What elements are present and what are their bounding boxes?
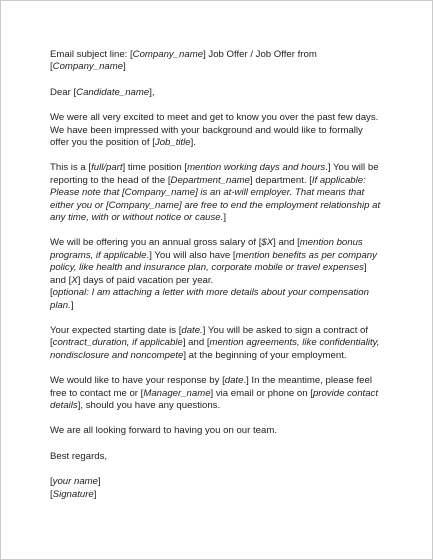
text-segment: We will be offering you an annual gross salary of [ — [50, 237, 262, 249]
text-line — [50, 262, 395, 274]
signature-block — [50, 476, 395, 501]
placeholder-text: Please note that [Company_name] is an at-will employer. That means that — [50, 187, 365, 199]
text-segment: reporting to the head of the [ — [50, 174, 171, 186]
text-segment: ] You will be asked to sign a contract of — [202, 324, 369, 336]
text-segment: We would like to have your response by [ — [50, 375, 225, 387]
start-date-paragraph — [50, 325, 395, 362]
text-segment: .] You will also have [ — [146, 249, 236, 261]
text-segment: ] — [70, 299, 74, 311]
text-line — [50, 489, 395, 501]
text-segment: free to contact me or [ — [50, 387, 144, 399]
regards-line — [50, 451, 395, 463]
placeholder-text: your name — [52, 476, 98, 488]
text-line — [50, 125, 395, 137]
text-segment: ] — [363, 262, 367, 274]
text-segment: offer you the position of [ — [50, 137, 155, 149]
text-line — [50, 388, 395, 400]
placeholder-text: mention working days and hours — [187, 162, 326, 174]
text-segment: ] — [123, 61, 126, 73]
text-segment: ] at the beginning of your employment. — [183, 349, 347, 361]
placeholder-text: full/part — [91, 162, 123, 174]
text-segment: .] You will be — [325, 162, 379, 174]
placeholder-text: X — [71, 274, 78, 286]
text-segment: ] and [ — [182, 337, 210, 349]
placeholder-text: provide contact — [312, 387, 378, 399]
placeholder-text: either you or [Company_name] are free to end the employment relationship at — [50, 199, 381, 211]
text-segment: ] — [98, 476, 101, 488]
placeholder-text: optional: I am attaching a letter with more details about your compensation — [52, 287, 369, 299]
text-segment: ] days of paid vacation per year. — [77, 274, 214, 286]
text-line — [50, 451, 395, 463]
placeholder-text: Manager_name — [143, 387, 211, 399]
text-line — [50, 476, 395, 488]
placeholder-text: date. — [181, 324, 203, 336]
text-segment: Best regards, — [50, 450, 108, 462]
text-line — [50, 49, 395, 61]
placeholder-text: any time, with or without notice or cause. — [50, 212, 224, 224]
closing-paragraph — [50, 425, 395, 437]
placeholder-text: Signature — [52, 488, 94, 500]
text-line — [50, 200, 395, 212]
text-segment: Your expected starting date is [ — [50, 324, 182, 336]
text-line — [50, 212, 395, 224]
placeholder-text: plan. — [50, 299, 71, 311]
placeholder-text: contract_duration, if applicable — [52, 337, 183, 349]
placeholder-text: mention agreements, like confidentiality, — [209, 337, 380, 349]
text-segment: ] department. [ — [250, 174, 312, 186]
text-segment: ]. — [190, 137, 196, 149]
text-line — [50, 325, 395, 337]
placeholder-text: Job_title — [154, 137, 191, 149]
text-line — [50, 137, 395, 149]
text-line — [50, 250, 395, 262]
text-segment: [ — [50, 476, 53, 488]
text-segment: We have been impressed with your background and would like to formally — [50, 124, 363, 136]
letter-body — [50, 49, 395, 501]
placeholder-text: Candidate_name — [76, 86, 150, 98]
text-line — [50, 162, 395, 174]
placeholder-text: details — [50, 399, 78, 411]
placeholder-text: nondisclosure and noncompete — [50, 349, 184, 361]
text-segment: Email subject line: [ — [50, 49, 133, 60]
text-segment: ], should you have any questions. — [77, 399, 221, 411]
text-segment: This is a [ — [50, 162, 92, 174]
text-line — [50, 275, 395, 287]
text-segment: ] — [93, 488, 97, 500]
text-segment: Dear [ — [50, 86, 77, 98]
text-segment: ] via email or phone on [ — [210, 387, 313, 399]
text-segment: [ — [50, 337, 53, 349]
salary-paragraph — [50, 237, 395, 311]
text-segment: We were all very excited to meet and get to know you over the past few days. — [50, 112, 379, 124]
text-segment: and [ — [50, 274, 72, 286]
placeholder-text: date — [224, 375, 244, 387]
text-segment: .] In the meantime, please feel — [243, 375, 372, 387]
text-line — [50, 187, 395, 199]
intro-paragraph — [50, 112, 395, 149]
text-segment: [ — [50, 488, 53, 500]
text-line — [50, 300, 395, 312]
placeholder-text: Company_name — [52, 61, 124, 73]
text-line — [50, 237, 395, 249]
text-line — [50, 287, 395, 299]
subject-line — [50, 49, 395, 74]
text-segment: [ — [50, 287, 53, 299]
placeholder-text: If applicable: — [311, 174, 366, 186]
text-line — [50, 350, 395, 362]
placeholder-text: Department_name — [170, 174, 251, 186]
text-line — [50, 337, 395, 349]
text-segment: ], — [149, 86, 155, 98]
text-line — [50, 425, 395, 437]
placeholder-text: $X — [261, 237, 274, 249]
text-line — [50, 61, 395, 73]
position-paragraph — [50, 162, 395, 224]
text-segment: ] — [223, 212, 226, 224]
placeholder-text: mention bonus — [299, 237, 363, 249]
text-segment: ] and [ — [273, 237, 300, 249]
text-segment: [ — [50, 61, 53, 73]
text-line — [50, 175, 395, 187]
text-segment: ] Job Offer / Job Offer from — [203, 49, 317, 60]
text-line — [50, 400, 395, 412]
placeholder-text: mention benefits as per company — [235, 249, 377, 261]
placeholder-text: Company_name — [132, 49, 204, 60]
placeholder-text: policy, like health and insurance plan, corporate mobile or travel expenses — [50, 262, 364, 274]
greeting — [50, 87, 395, 99]
text-segment: We are all looking forward to having you on our team. — [50, 425, 277, 437]
text-line — [50, 375, 395, 387]
placeholder-text: programs, if applicable — [50, 249, 147, 261]
text-segment: ] time position [ — [122, 162, 188, 174]
text-line — [50, 87, 395, 99]
response-paragraph — [50, 375, 395, 412]
text-line — [50, 112, 395, 124]
